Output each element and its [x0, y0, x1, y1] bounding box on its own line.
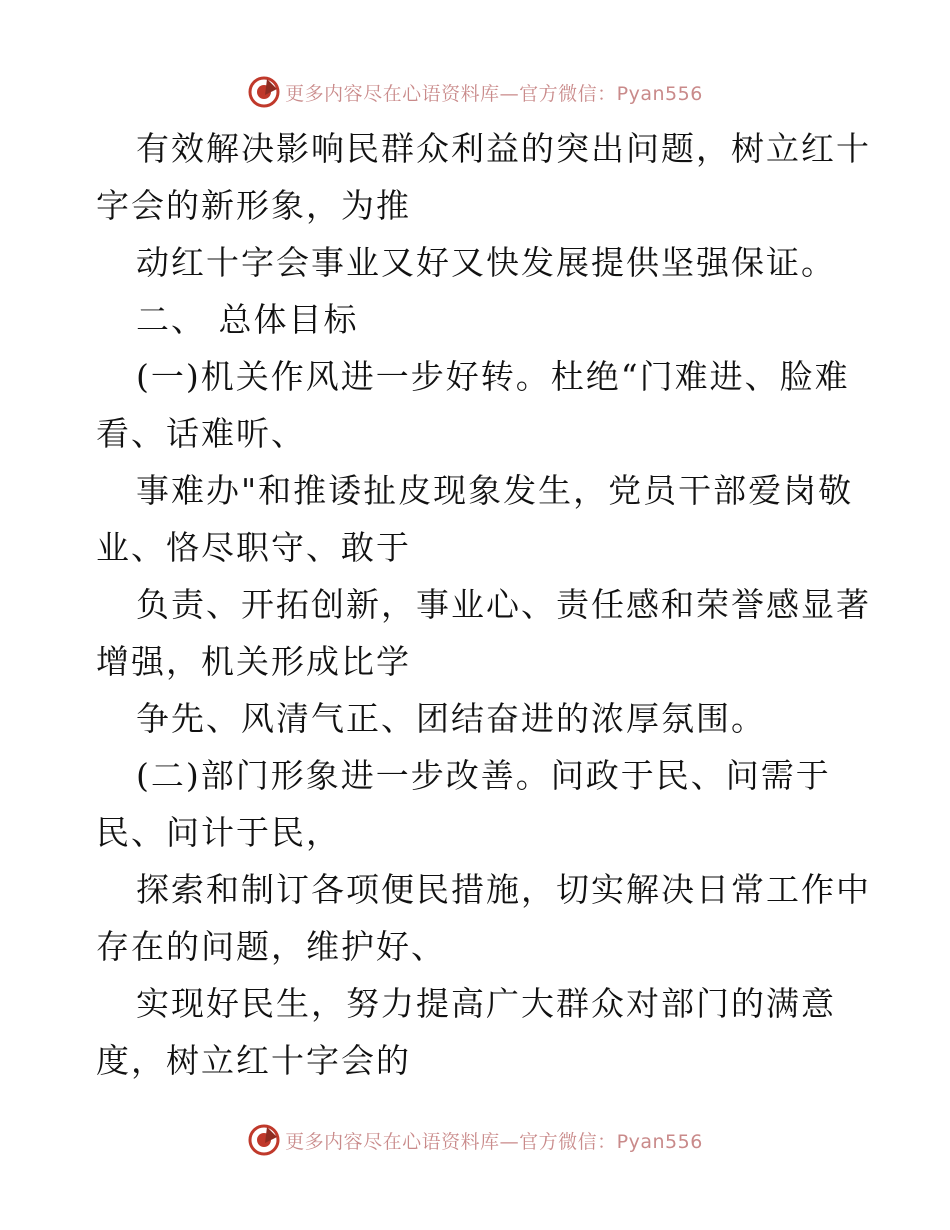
watermark-footer — [0, 1120, 950, 1160]
text-line: 增强，机关形成比学 — [96, 642, 411, 681]
watermark-text: 更多内容尽在心语资料库—官方微信：Pyan556 — [285, 82, 703, 105]
text-line: 事难办"和推诿扯皮现象发生，党员干部爱岗敬 — [136, 471, 854, 510]
text-line: 动红十字会事业又好又快发展提供坚强保证。 — [136, 243, 836, 282]
text-line: 字会的新形象，为推 — [96, 186, 411, 225]
watermark-logo-icon — [247, 1123, 281, 1157]
text-line: 二、 总体目标 — [136, 300, 359, 339]
text-line: 民、问计于民， — [96, 813, 341, 852]
text-line: 业、恪尽职守、敢于 — [96, 528, 411, 567]
text-line: 探索和制订各项便民措施，切实解决日常工作中 — [136, 870, 871, 909]
text-line: (二)部门形象进一步改善。问政于民、问需于 — [136, 756, 831, 795]
watermark-header — [0, 72, 950, 112]
watermark-text: 更多内容尽在心语资料库—官方微信：Pyan556 — [285, 1130, 703, 1153]
watermark-logo-icon — [247, 75, 281, 109]
document-body — [96, 120, 871, 1089]
text-line: (一)机关作风进一步好转。杜绝“门难进、脸难 — [136, 357, 850, 396]
text-line: 负责、开拓创新，事业心、责任感和荣誉感显著 — [136, 585, 871, 624]
text-line: 争先、风清气正、团结奋进的浓厚氛围。 — [136, 699, 766, 738]
text-line: 实现好民生，努力提高广大群众对部门的满意 — [136, 984, 836, 1023]
text-line: 存在的问题，维护好、 — [96, 927, 446, 966]
text-line: 有效解决影响民群众利益的突出问题，树立红十 — [136, 129, 871, 168]
text-line: 度，树立红十字会的 — [96, 1041, 411, 1080]
text-line: 看、话难听、 — [96, 414, 306, 453]
